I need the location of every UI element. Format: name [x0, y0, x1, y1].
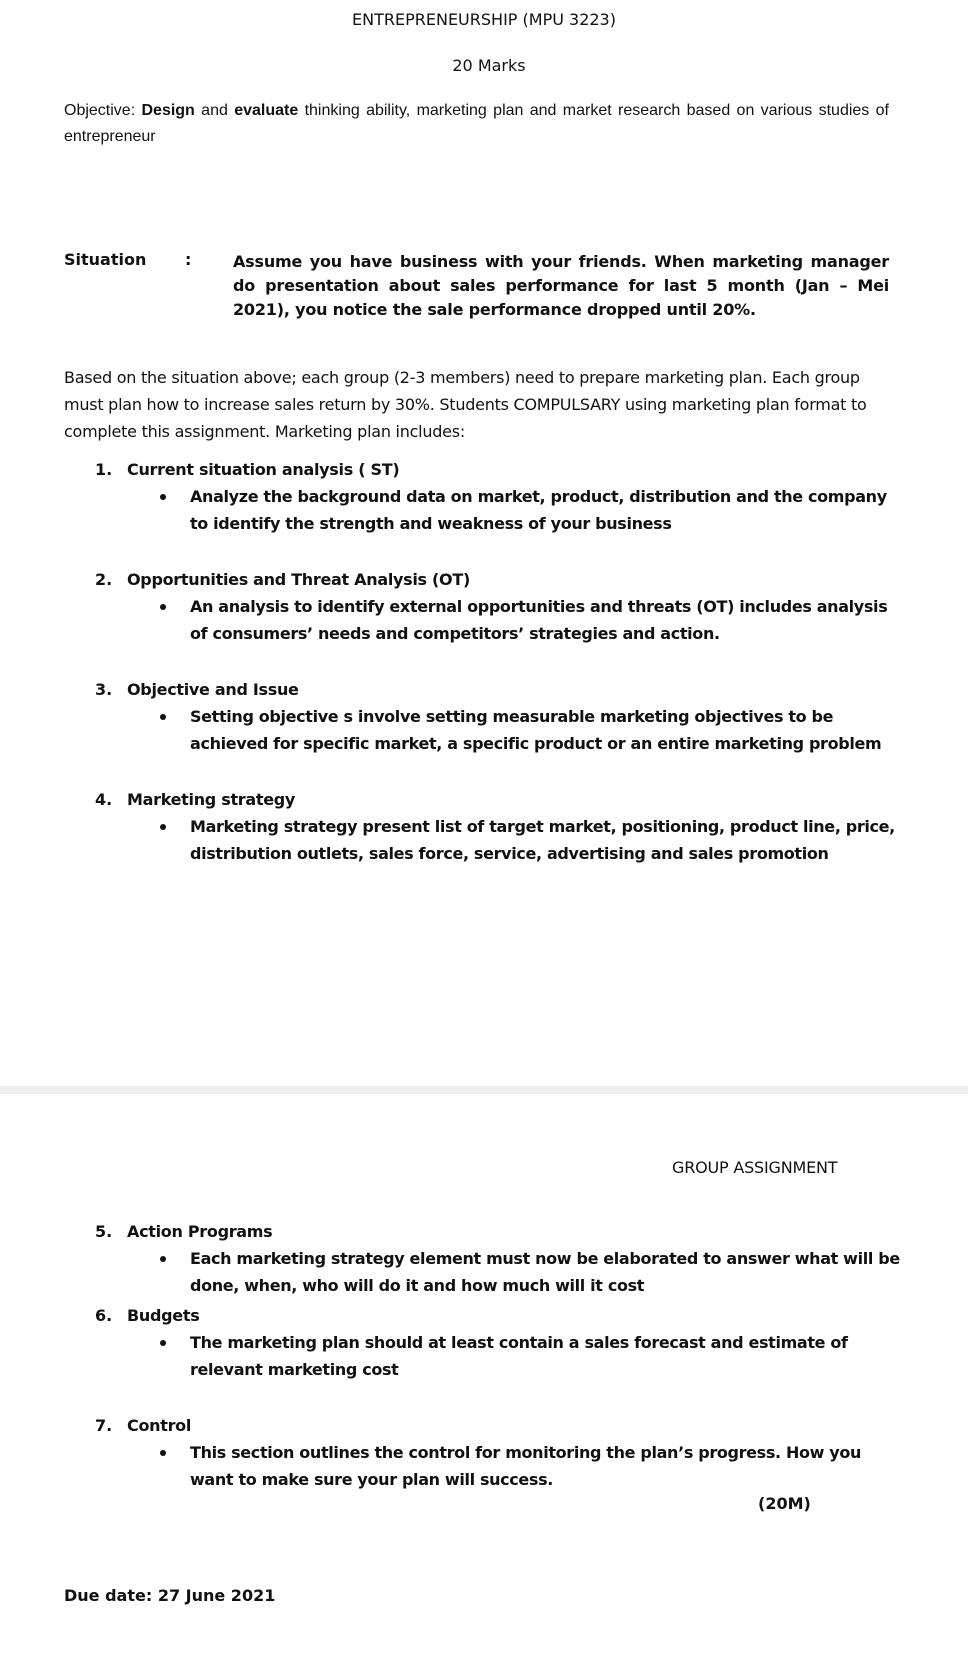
item-title: Action Programs: [127, 1222, 273, 1241]
group-assignment-label: GROUP ASSIGNMENT: [672, 1158, 838, 1177]
page-separator: [0, 1086, 968, 1094]
item-title: Opportunities and Threat Analysis (OT): [127, 570, 470, 589]
course-title: ENTREPRENEURSHIP (MPU 3223): [352, 10, 616, 29]
assignment-marks: 20 Marks: [452, 56, 526, 75]
item-number: 2.: [95, 570, 113, 589]
item-number: 1.: [95, 460, 113, 479]
objective-design: Design: [141, 102, 195, 119]
item-bullet-text: The marketing plan should at least contain a sales forecast and estimate of relevant marketing cost: [190, 1333, 848, 1379]
objective-mid: and: [194, 102, 235, 119]
bullet-icon: [160, 1450, 166, 1456]
bullet-icon: [160, 1340, 166, 1346]
item-bullet-text: An analysis to identify external opportunities and threats (OT) includes analysis of consumers’ needs and competitors’ strategies and action.: [190, 597, 888, 643]
item-bullet-text: Each marketing strategy element must now be elaborated to answer what will be done, when, who will do it and how much will it cost: [190, 1249, 900, 1295]
intro-paragraph: Based on the situation above; each group (2-3 members) need to prepare marketing plan. Each group must plan how to increase sales return by 30%. Students COMPULSARY using marketing plan format to complete this assignment. Marketing plan includes:: [64, 368, 867, 441]
situation-text: Assume you have business with your friends. When marketing manager do presentation about sales performance for last 5 month (Jan – Mei 2021), you notice the sale performance dropped until 20%.: [233, 252, 889, 319]
situation-label: Situation: [64, 250, 147, 269]
item-number: 5.: [95, 1222, 113, 1241]
objective-paragraph: [64, 98, 889, 150]
item-bullet-text: This section outlines the control for monitoring the plan’s progress. How you want to make sure your plan will success.: [190, 1443, 862, 1489]
item-bullet-text: Analyze the background data on market, product, distribution and the company to identify the strength and weakness of your business: [190, 487, 887, 533]
situation-colon: :: [185, 250, 192, 269]
item-title: Control: [127, 1416, 192, 1435]
item-number: 7.: [95, 1416, 113, 1435]
item-bullet-text: Marketing strategy present list of target market, positioning, product line, price, distribution outlets, sales force, service, advertising and sales promotion: [190, 817, 895, 863]
due-date: Due date: 27 June 2021: [64, 1586, 276, 1605]
item-title: Budgets: [127, 1306, 200, 1325]
objective-evaluate: evaluate: [234, 102, 299, 119]
bullet-icon: [160, 714, 166, 720]
item-bullet-text: Setting objective s involve setting measurable marketing objectives to be achieved for specific market, a specific product or an entire marketing problem: [190, 707, 882, 753]
item-number: 6.: [95, 1306, 113, 1325]
total-marks: (20M): [758, 1494, 811, 1513]
item-title: Objective and Issue: [127, 680, 299, 699]
bullet-icon: [160, 1256, 166, 1262]
objective-rest: thinking ability, marketing plan and market research based on various studies of entrepreneur: [64, 102, 889, 145]
bullet-icon: [160, 604, 166, 610]
bullet-icon: [160, 494, 166, 500]
objective-prefix: Objective:: [64, 102, 142, 119]
bullet-icon: [160, 824, 166, 830]
item-number: 4.: [95, 790, 113, 809]
item-title: Marketing strategy: [127, 790, 296, 809]
item-number: 3.: [95, 680, 113, 699]
item-title: Current situation analysis ( ST): [127, 460, 400, 479]
